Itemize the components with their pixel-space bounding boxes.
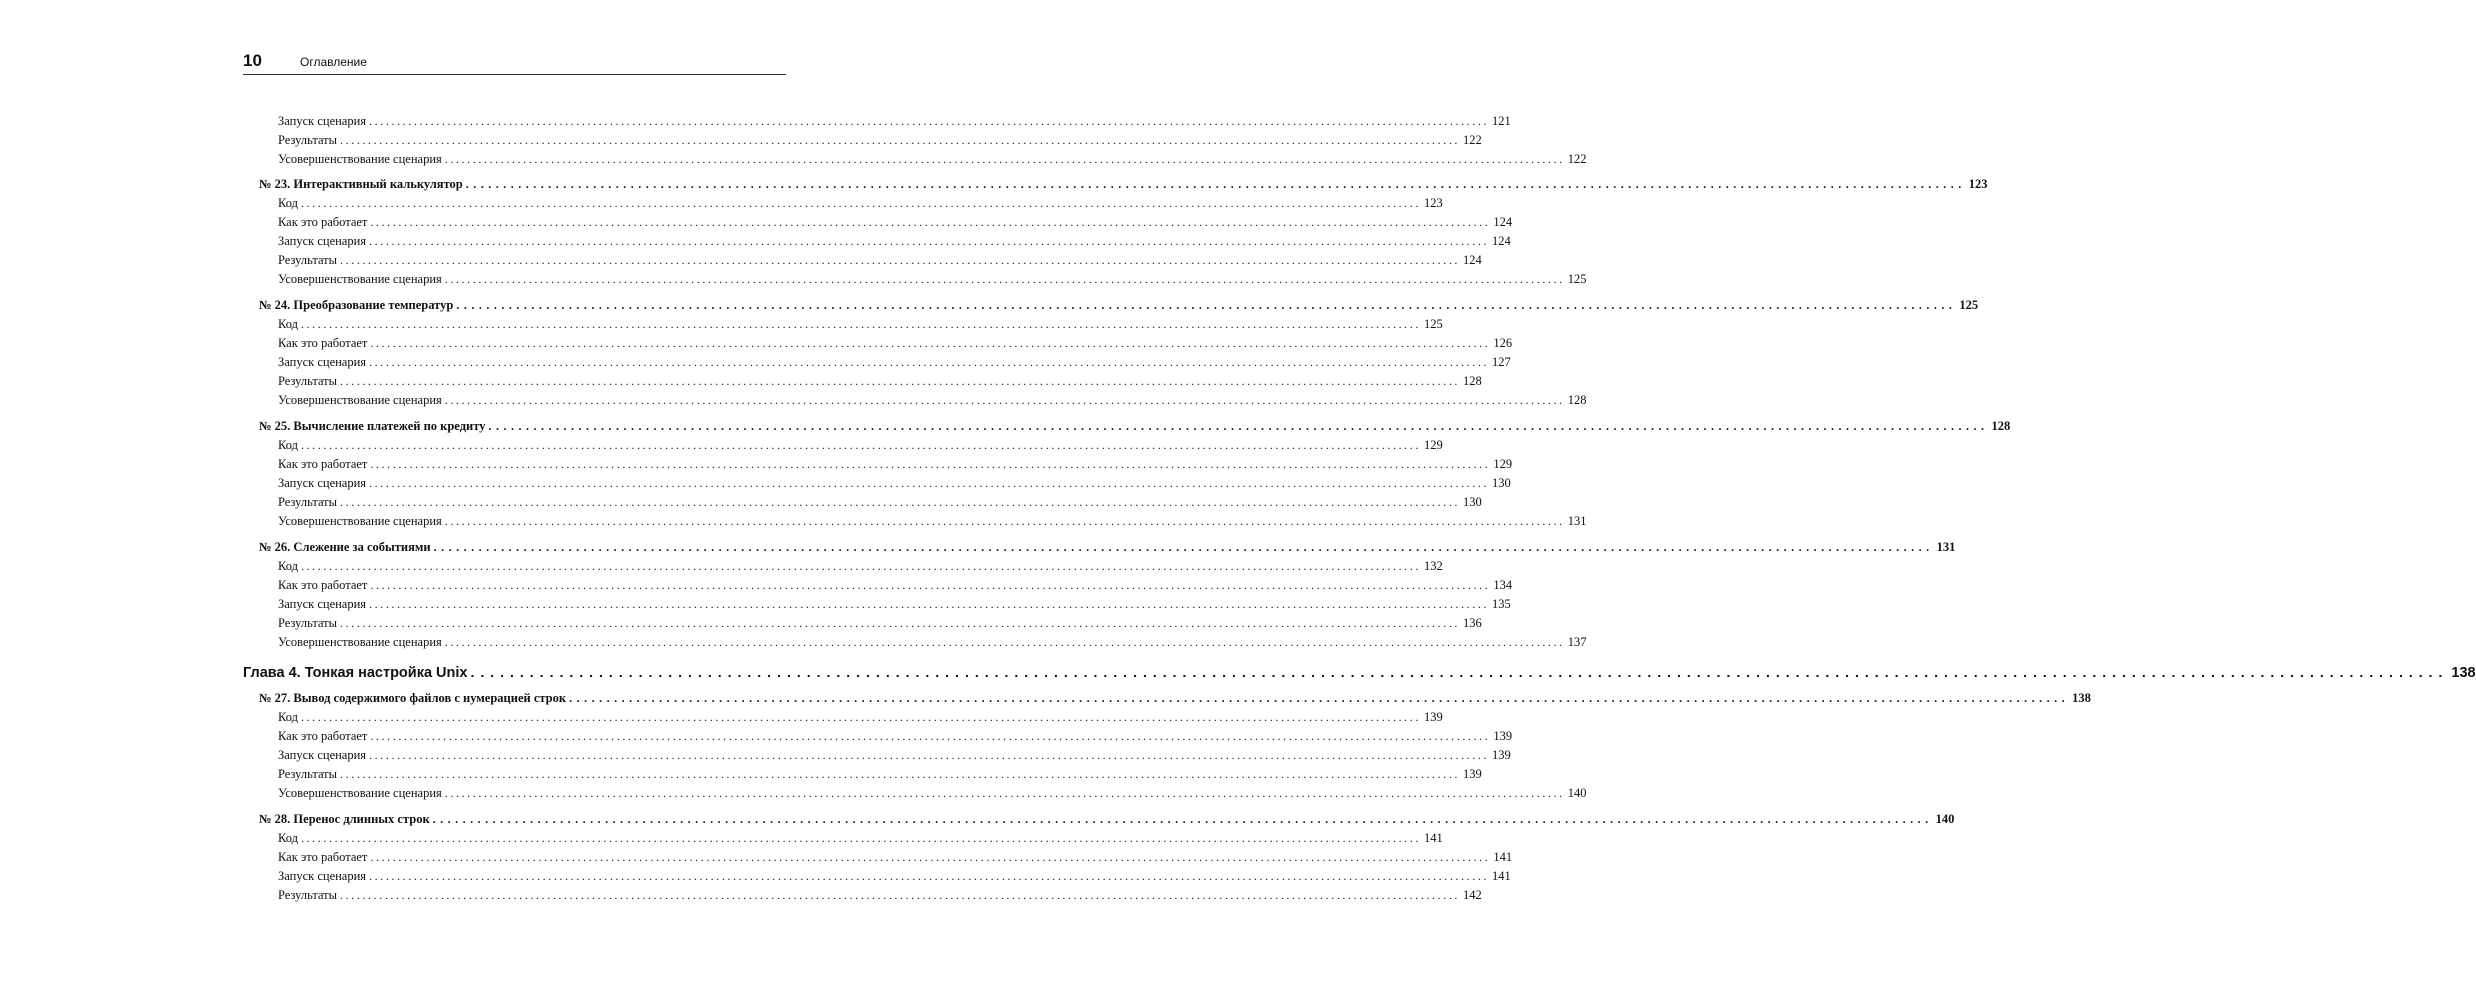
toc-subentry (278, 765, 1482, 783)
toc-subentry (278, 784, 1587, 802)
toc-entry-title: Код (278, 710, 298, 724)
toc-subentry (278, 576, 1513, 594)
toc-subentry (278, 436, 1443, 454)
toc-section (259, 689, 2091, 707)
dot-leader: ........................................................................................................................................................................................................ (444, 786, 1565, 800)
dot-leader: ........................................................................................................................................................................................................ (369, 114, 1490, 128)
toc-subentry (278, 474, 1511, 492)
toc-page-number: 122 (1567, 152, 1587, 166)
toc-section (259, 175, 1988, 193)
dot-leader: ........................................................................................................................................................................................................ (370, 336, 1491, 350)
toc-page-number: 135 (1492, 597, 1511, 611)
toc-subentry (278, 727, 1513, 745)
toc-entry-title: Как это работает (278, 850, 368, 864)
toc-subentry (278, 391, 1587, 409)
dot-leader: ........................................................................................................................................................................................................ (444, 635, 1565, 649)
toc-page-number: 139 (1493, 729, 1513, 743)
toc-subentry (278, 746, 1511, 764)
toc-entry-title: Код (278, 559, 298, 573)
dot-leader: ........................................................................................................................................................................................................ (470, 664, 2449, 680)
toc-page-number: 139 (1492, 748, 1511, 762)
dot-leader: ........................................................................................................................................................................................................ (370, 850, 1491, 864)
toc-entry-title: Результаты (278, 888, 338, 902)
toc-entry-title: Усовершенствование сценария (278, 786, 442, 800)
toc-subentry (278, 213, 1513, 231)
toc-page-number: 131 (1936, 540, 1956, 554)
dot-leader: ........................................................................................................................................................................................................ (340, 133, 1461, 147)
toc-entry-title: Как это работает (278, 729, 368, 743)
dot-leader: ........................................................................................................................................................................................................ (370, 578, 1491, 592)
dot-leader: ........................................................................................................................................................................................................ (369, 234, 1490, 248)
toc-page-number: 124 (1493, 215, 1513, 229)
toc-subentry (278, 353, 1511, 371)
toc-page-number: 129 (1423, 438, 1443, 452)
toc-entry-title: Запуск сценария (278, 597, 367, 611)
toc-page-number: 139 (1463, 767, 1482, 781)
toc-page-number: 126 (1493, 336, 1513, 350)
toc-page-number: 136 (1463, 616, 1482, 630)
toc-entry-title: Результаты (278, 767, 338, 781)
toc-entry-title: Как это работает (278, 336, 368, 350)
toc-page-number: 121 (1492, 114, 1511, 128)
toc-subentry (278, 232, 1511, 250)
dot-leader: ........................................................................................................................................................................................................ (340, 495, 1461, 509)
toc-entry-title: № 25. Вычисление платежей по кредиту (259, 419, 486, 433)
toc-subentry (278, 315, 1443, 333)
toc-entry-title: № 28. Перенос длинных строк (259, 812, 430, 826)
dot-leader: ........................................................................................................................................................................................................ (370, 457, 1491, 471)
toc-page-number: 124 (1463, 253, 1482, 267)
toc-entry-title: Усовершенствование сценария (278, 514, 442, 528)
dot-leader: ........................................................................................................................................................................................................ (444, 393, 1565, 407)
toc-page-number: 123 (1968, 177, 1988, 191)
toc-subentry (278, 886, 1482, 904)
toc-entry-title: Как это работает (278, 578, 368, 592)
toc-entry-title: Результаты (278, 253, 338, 267)
toc-subentry (278, 455, 1513, 473)
toc-entry-title: Глава 4. Тонкая настройка Unix (243, 665, 468, 681)
toc-page-number: 125 (1959, 298, 1979, 312)
toc-entry-title: Запуск сценария (278, 234, 367, 248)
toc-page-number: 127 (1492, 355, 1511, 369)
toc-page-number: 141 (1423, 831, 1443, 845)
toc-subentry (278, 614, 1482, 632)
toc-entry-title: Усовершенствование сценария (278, 635, 442, 649)
toc-chapter (243, 661, 2476, 683)
toc-entry-title: Код (278, 196, 298, 210)
toc-page-number: 134 (1493, 578, 1513, 592)
toc-entry-title: Усовершенствование сценария (278, 152, 442, 166)
dot-leader: ........................................................................................................................................................................................................ (456, 298, 1957, 312)
toc-page-number: 131 (1567, 514, 1587, 528)
toc-subentry (278, 512, 1587, 530)
dot-leader: ........................................................................................................................................................................................................ (369, 355, 1490, 369)
toc-page-number: 124 (1492, 234, 1511, 248)
dot-leader: ........................................................................................................................................................................................................ (300, 710, 1421, 724)
toc-subentry (278, 150, 1587, 168)
toc-page-number: 128 (1463, 374, 1482, 388)
toc-entry-title: № 27. Вывод содержимого файлов с нумерацией строк (259, 691, 567, 705)
toc-page-number: 142 (1463, 888, 1482, 902)
toc-page-number: 137 (1567, 635, 1587, 649)
dot-leader: ........................................................................................................................................................................................................ (369, 869, 1490, 883)
toc-entry-title: Результаты (278, 133, 338, 147)
toc-entry-title: Усовершенствование сценария (278, 393, 442, 407)
toc-page-number: 130 (1492, 476, 1511, 490)
toc-page-number: 138 (2072, 691, 2091, 705)
toc-subentry (278, 595, 1511, 613)
toc-subentry (278, 867, 1511, 885)
toc-entry-title: Запуск сценария (278, 476, 367, 490)
toc-entry-title: Код (278, 317, 298, 331)
dot-leader: ........................................................................................................................................................................................................ (340, 616, 1461, 630)
page-number: 10 (243, 51, 262, 70)
dot-leader: ........................................................................................................................................................................................................ (444, 152, 1565, 166)
dot-leader: ........................................................................................................................................................................................................ (340, 767, 1461, 781)
toc-entry-title: Запуск сценария (278, 355, 367, 369)
toc-page-number: 141 (1493, 850, 1513, 864)
toc-subentry (278, 270, 1587, 288)
toc-page-number: 125 (1567, 272, 1587, 286)
dot-leader: ........................................................................................................................................................................................................ (433, 540, 1934, 554)
toc-subentry (278, 131, 1482, 149)
toc-page-number: 129 (1493, 457, 1513, 471)
toc-entry-title: Усовершенствование сценария (278, 272, 442, 286)
toc-entry-title: Запуск сценария (278, 748, 367, 762)
toc-subentry (278, 251, 1482, 269)
dot-leader: ........................................................................................................................................................................................................ (465, 177, 1966, 191)
dot-leader: ........................................................................................................................................................................................................ (370, 729, 1491, 743)
toc-section (259, 296, 1979, 314)
toc-page-number: 138 (2451, 665, 2476, 681)
toc-entry-title: Результаты (278, 495, 338, 509)
toc-subentry (278, 112, 1511, 130)
toc-page-number: 139 (1423, 710, 1443, 724)
toc-entry-title: Результаты (278, 374, 338, 388)
toc-entry-title: Как это работает (278, 215, 368, 229)
toc-entry-title: № 24. Преобразование температур (259, 298, 454, 312)
toc-entry-title: Код (278, 831, 298, 845)
toc-page-number: 140 (1567, 786, 1587, 800)
toc-entry-title: Запуск сценария (278, 869, 367, 883)
toc-page-number: 141 (1492, 869, 1511, 883)
toc-page-number: 128 (1567, 393, 1587, 407)
dot-leader: ........................................................................................................................................................................................................ (300, 317, 1421, 331)
page-header (243, 50, 786, 75)
toc-section (259, 538, 1956, 556)
toc-page-number: 140 (1935, 812, 1955, 826)
dot-leader: ........................................................................................................................................................................................................ (369, 597, 1490, 611)
dot-leader: ........................................................................................................................................................................................................ (340, 253, 1461, 267)
toc-entry-title: № 23. Интерактивный калькулятор (259, 177, 463, 191)
dot-leader: ........................................................................................................................................................................................................ (300, 831, 1421, 845)
dot-leader: ........................................................................................................................................................................................................ (444, 272, 1565, 286)
toc-page-number: 128 (1991, 419, 2011, 433)
toc-entry-title: Код (278, 438, 298, 452)
toc-subentry (278, 633, 1587, 651)
running-title: Оглавление (300, 55, 367, 69)
dot-leader: ........................................................................................................................................................................................................ (300, 438, 1421, 452)
toc-entry-title: Как это работает (278, 457, 368, 471)
dot-leader: ........................................................................................................................................................................................................ (369, 476, 1490, 490)
toc-subentry (278, 829, 1443, 847)
dot-leader: ........................................................................................................................................................................................................ (488, 419, 1989, 433)
toc-page-number: 130 (1463, 495, 1482, 509)
toc-entry-title: № 26. Слежение за событиями (259, 540, 431, 554)
dot-leader: ........................................................................................................................................................................................................ (444, 514, 1565, 528)
toc-entry-title: Результаты (278, 616, 338, 630)
toc-page-number: 125 (1423, 317, 1443, 331)
dot-leader: ........................................................................................................................................................................................................ (432, 812, 1933, 826)
toc-page-number: 132 (1423, 559, 1443, 573)
toc-subentry (278, 334, 1513, 352)
dot-leader: ........................................................................................................................................................................................................ (369, 748, 1490, 762)
toc-subentry (278, 848, 1513, 866)
toc-subentry (278, 493, 1482, 511)
dot-leader: ........................................................................................................................................................................................................ (370, 215, 1491, 229)
toc-subentry (278, 372, 1482, 390)
toc-section (259, 810, 1955, 828)
toc-subentry (278, 557, 1443, 575)
dot-leader: ........................................................................................................................................................................................................ (340, 888, 1461, 902)
toc-section (259, 417, 2011, 435)
dot-leader: ........................................................................................................................................................................................................ (300, 559, 1421, 573)
toc-page-number: 123 (1423, 196, 1443, 210)
toc-subentry (278, 194, 1443, 212)
toc-page-number: 122 (1463, 133, 1482, 147)
toc-subentry (278, 708, 1443, 726)
dot-leader: ........................................................................................................................................................................................................ (340, 374, 1461, 388)
dot-leader: ........................................................................................................................................................................................................ (569, 691, 2070, 705)
dot-leader: ........................................................................................................................................................................................................ (300, 196, 1421, 210)
toc-entry-title: Запуск сценария (278, 114, 367, 128)
